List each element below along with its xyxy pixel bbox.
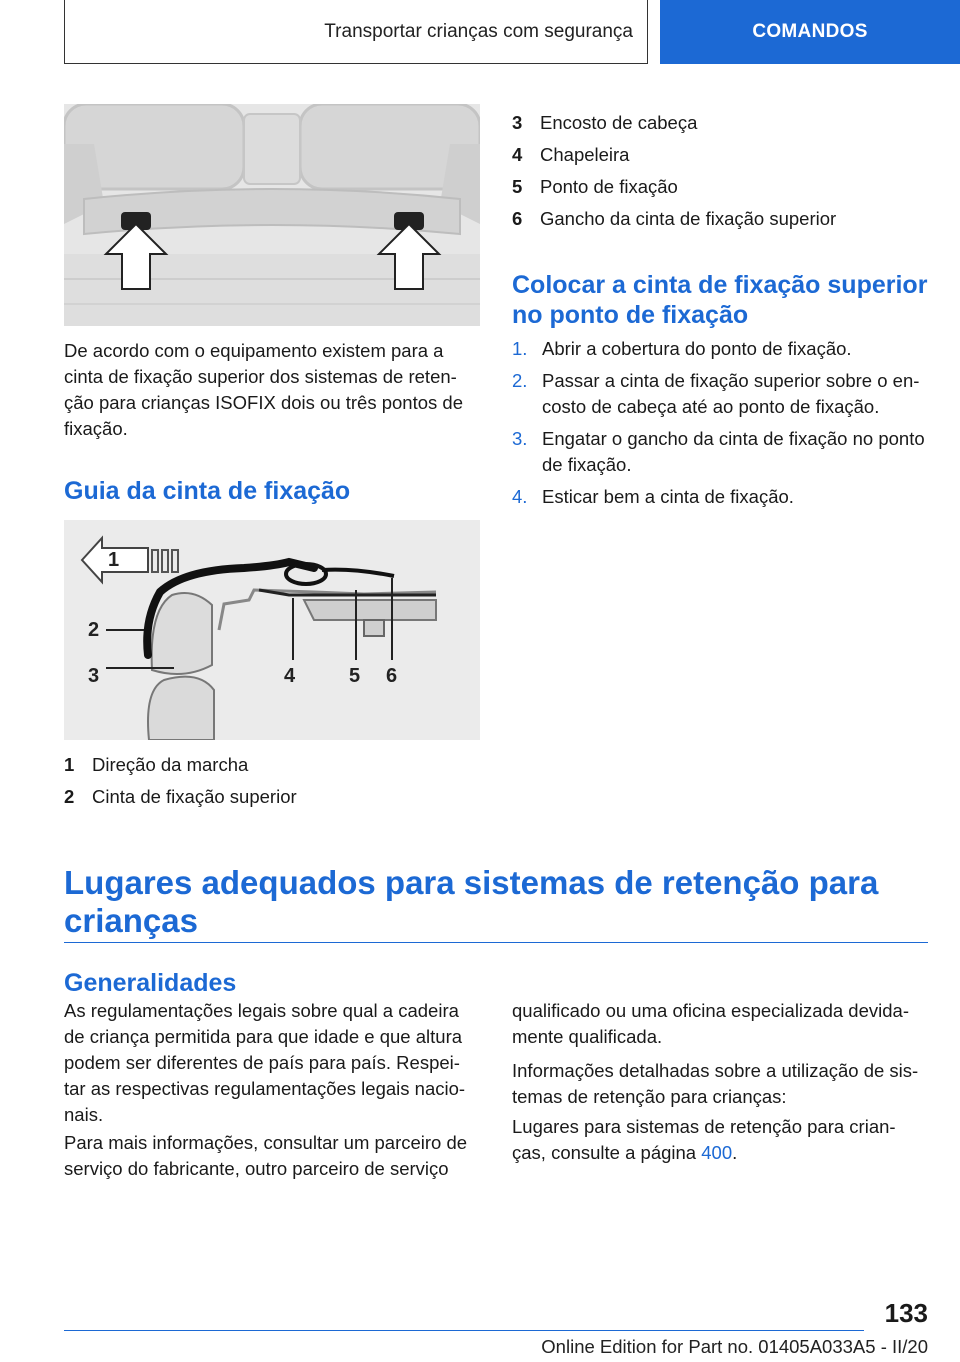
- step-item: [512, 336, 928, 362]
- legend-label: Gancho da cinta de fixação superior: [540, 208, 837, 229]
- legend-label: Encosto de cabeça: [540, 112, 698, 133]
- general-paragraph-5: [512, 1114, 928, 1166]
- isofix-anchor-photo: [64, 104, 480, 326]
- step-num: 1.: [512, 338, 528, 359]
- legend-item: [512, 142, 928, 168]
- step-num: 2.: [512, 370, 528, 391]
- step-text: Passar a cinta de fixação superior sobre o en-costo de cabeça até ao ponto de fixação.: [542, 370, 920, 417]
- footer-edition: Online Edition for Part no. 01405A033A5 - II/20: [541, 1336, 928, 1357]
- cross-reference-text: Lugares para sistemas de retenção para crian-ças, consulte a página: [512, 1116, 896, 1163]
- step-num: 3.: [512, 428, 528, 449]
- legend-label: Cinta de fixação superior: [92, 786, 297, 807]
- guide-heading: Guia da cinta de fixação: [64, 477, 351, 505]
- period: .: [732, 1142, 738, 1163]
- callout-2: 2: [88, 619, 100, 641]
- chapter-tab[interactable]: [660, 0, 960, 64]
- callout-6: 6: [386, 665, 398, 687]
- legend-item: [64, 784, 480, 810]
- main-heading: Lugares adequados para sistemas de retenção para crianças: [64, 864, 879, 939]
- heading-rule: [64, 942, 928, 943]
- legend-label: Direção da marcha: [92, 754, 249, 775]
- header-section-title: [64, 0, 648, 64]
- page-number: 133: [884, 1298, 928, 1328]
- page-link[interactable]: 400: [701, 1142, 733, 1163]
- legend-right: [512, 110, 928, 238]
- legend-num: 5: [512, 176, 523, 197]
- tether-guide-diagram: [64, 520, 480, 740]
- step-text: Engatar o gancho da cinta de fixação no ponto de fixação.: [542, 428, 925, 475]
- legend-item: [512, 206, 928, 232]
- general-paragraph-1: As regulamentações legais sobre qual a cadeira de criança permitida para que idade e que altura podem ser diferentes de país para país. Respei-tar as respectivas regulamentações legais nacio-nais.: [64, 1000, 466, 1125]
- legend-num: 6: [512, 208, 523, 229]
- step-text: Abrir a cobertura do ponto de fixação.: [542, 338, 852, 359]
- legend-left: [64, 752, 480, 816]
- callout-1: 1: [108, 549, 120, 571]
- general-paragraph-2: Para mais informações, consultar um parceiro de serviço do fabricante, outro parceiro de serviço: [64, 1132, 468, 1179]
- callout-5: 5: [349, 665, 361, 687]
- legend-label: Ponto de fixação: [540, 176, 678, 197]
- attach-steps: [512, 336, 928, 516]
- legend-item: [64, 752, 480, 778]
- general-paragraph-3: qualificado ou uma oficina especializada devida-mente qualificada.: [512, 1000, 909, 1047]
- callout-3: 3: [88, 665, 100, 687]
- general-heading: Generalidades: [64, 969, 237, 997]
- step-item: [512, 484, 928, 510]
- callout-4: 4: [284, 665, 296, 687]
- section-title: Transportar crianças com segurança: [324, 20, 633, 42]
- legend-label: Chapeleira: [540, 144, 630, 165]
- legend-num: 3: [512, 112, 523, 133]
- step-item: [512, 426, 928, 478]
- step-num: 4.: [512, 486, 528, 507]
- legend-num: 1: [64, 754, 75, 775]
- footer-rule: [64, 1330, 864, 1331]
- chapter-label: COMANDOS: [752, 21, 868, 42]
- general-paragraph-4: Informações detalhadas sobre a utilização de sis-temas de retenção para crianças:: [512, 1060, 919, 1107]
- legend-num: 4: [512, 144, 523, 165]
- legend-num: 2: [64, 786, 75, 807]
- step-text: Esticar bem a cinta de fixação.: [542, 486, 794, 507]
- legend-item: [512, 110, 928, 136]
- legend-item: [512, 174, 928, 200]
- step-item: [512, 368, 928, 420]
- attach-heading: Colocar a cinta de fixação superior no ponto de fixação: [512, 271, 928, 329]
- intro-paragraph: De acordo com o equipamento existem para a cinta de fixação superior dos sistemas de reten-ção para crianças ISOFIX dois ou três pontos de fixação.: [64, 340, 463, 439]
